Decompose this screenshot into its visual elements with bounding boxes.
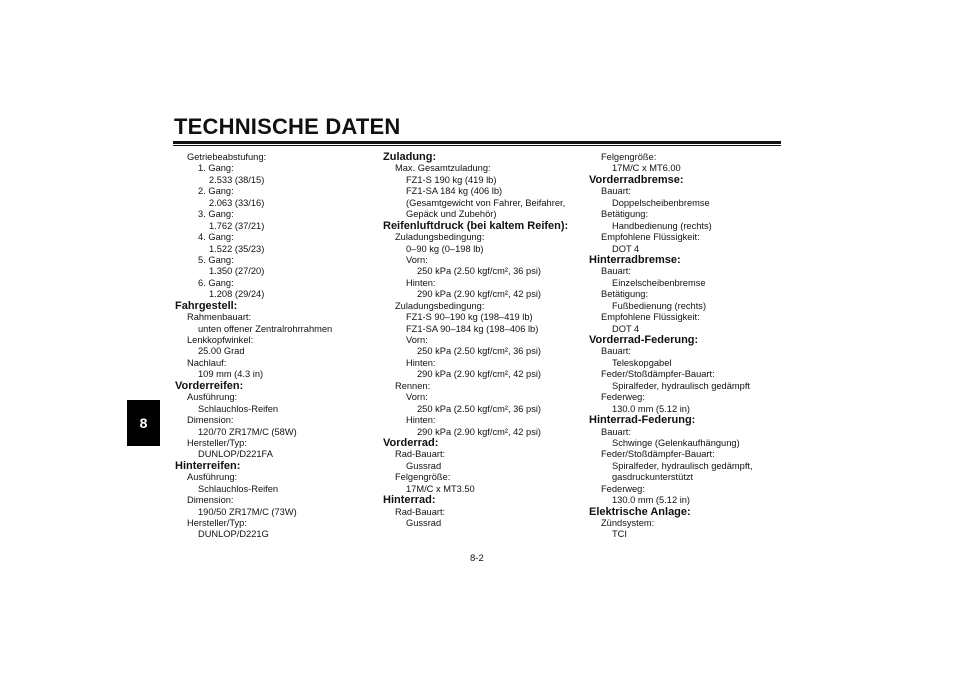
spec-value: 1.208 (29/24) bbox=[209, 289, 265, 300]
spec-label: Feder/Stoßdämpfer-Bauart: bbox=[601, 449, 715, 460]
spec-value: 6. Gang: bbox=[198, 277, 234, 288]
spec-label: Nachlauf: bbox=[187, 357, 227, 368]
spec-value: 290 kPa (2.90 kgf/cm², 42 psi) bbox=[417, 289, 542, 300]
spec-value: 2.063 (33/16) bbox=[209, 197, 265, 208]
spec-value: TCI bbox=[612, 529, 627, 540]
spec-value: 109 mm (4.3 in) bbox=[198, 369, 264, 380]
spec-value: DUNLOP/D221G bbox=[198, 529, 269, 540]
spec-value: Vorn: bbox=[406, 254, 428, 265]
spec-value: DOT 4 bbox=[612, 323, 640, 334]
spec-value: gasdruckunterstützt bbox=[612, 472, 694, 483]
spec-label: Zuladungsbedingung: bbox=[395, 232, 485, 243]
spec-label: Empfohlene Flüssigkeit: bbox=[601, 232, 700, 243]
spec-value: Gussrad bbox=[406, 518, 442, 528]
spec-label: Max. Gesamtzuladung: bbox=[395, 163, 491, 174]
spec-label: Ausführung: bbox=[187, 472, 238, 483]
spec-value: 130.0 mm (5.12 in) bbox=[612, 403, 691, 414]
spec-value: Schlauchlos-Reifen bbox=[198, 403, 279, 414]
spec-value: 250 kPa (2.50 kgf/cm², 36 psi) bbox=[417, 403, 542, 414]
spec-value: Teleskopgabel bbox=[612, 357, 672, 368]
spec-value: 3. Gang: bbox=[198, 209, 234, 220]
title-rule-thick bbox=[173, 141, 781, 144]
spec-value: Vorn: bbox=[406, 335, 428, 345]
section-heading: Zuladung: bbox=[383, 151, 437, 163]
spec-label: Federweg: bbox=[601, 483, 645, 494]
spec-label: Felgengröße: bbox=[395, 472, 451, 483]
spec-value: 120/70 ZR17M/C (58W) bbox=[198, 426, 297, 437]
spec-label: Rahmenbauart: bbox=[187, 312, 252, 323]
spec-value: Hinten: bbox=[406, 415, 436, 426]
section-heading: Fahrgestell: bbox=[175, 299, 238, 312]
spec-value: Gepäck und Zubehör) bbox=[406, 209, 497, 220]
section-heading: Hinterreifen: bbox=[175, 459, 241, 472]
spec-value: Einzelscheibenbremse bbox=[612, 277, 706, 288]
spec-label: Lenkkopfwinkel: bbox=[187, 335, 254, 345]
spec-value: Hinten: bbox=[406, 277, 436, 288]
spec-value: Spiralfeder, hydraulisch gedämpft, bbox=[612, 460, 753, 471]
section-heading: Hinterradbremse: bbox=[589, 253, 681, 266]
spec-label: Feder/Stoßdämpfer-Bauart: bbox=[601, 369, 715, 380]
section-heading: Elektrische Anlage: bbox=[589, 505, 691, 518]
spec-value: Gussrad bbox=[406, 460, 442, 471]
spec-label: Bauart: bbox=[601, 266, 631, 277]
spec-value: 0–90 kg (0–198 lb) bbox=[406, 243, 484, 254]
spec-label: Getriebeabstufung: bbox=[187, 152, 267, 162]
spec-value: 4. Gang: bbox=[198, 232, 234, 243]
spec-value: 1.762 (37/21) bbox=[209, 220, 265, 231]
spec-value: DUNLOP/D221FA bbox=[198, 449, 273, 460]
spec-value: 25.00 Grad bbox=[198, 346, 245, 357]
spec-value: DOT 4 bbox=[612, 243, 640, 254]
spec-value: Handbedienung (rechts) bbox=[612, 220, 712, 231]
spec-label: Rad-Bauart: bbox=[395, 449, 446, 460]
spec-value: FZ1-S 90–190 kg (198–419 lb) bbox=[406, 312, 533, 323]
spec-label: Dimension: bbox=[187, 495, 234, 506]
spec-label: Bauart: bbox=[601, 346, 631, 357]
spec-value: 290 kPa (2.90 kgf/cm², 42 psi) bbox=[417, 426, 542, 437]
title-rule-thin bbox=[173, 145, 781, 146]
page-title: TECHNISCHE DATEN bbox=[174, 114, 401, 139]
page-number: 8-2 bbox=[470, 553, 484, 564]
spec-value: Spiralfeder, hydraulisch gedämpft bbox=[612, 380, 750, 391]
spec-label: Empfohlene Flüssigkeit: bbox=[601, 312, 700, 323]
spec-value: FZ1-S 190 kg (419 lb) bbox=[406, 174, 497, 185]
spec-label: Dimension: bbox=[187, 415, 234, 426]
spec-value: 1.350 (27/20) bbox=[209, 266, 265, 277]
spec-label: Bauart: bbox=[601, 426, 631, 437]
spec-value: 1.522 (35/23) bbox=[209, 243, 265, 254]
spec-value: 250 kPa (2.50 kgf/cm², 36 psi) bbox=[417, 266, 542, 277]
spec-label: Bauart: bbox=[601, 186, 631, 197]
spec-label: Federweg: bbox=[601, 392, 645, 403]
spec-value: (Gesamtgewicht von Fahrer, Beifahrer, bbox=[406, 197, 566, 208]
spec-label: Rennen: bbox=[395, 380, 431, 391]
spec-label: Hersteller/Typ: bbox=[187, 437, 247, 448]
spec-value: 250 kPa (2.50 kgf/cm², 36 psi) bbox=[417, 346, 542, 357]
spec-value: 17M/C x MT6.00 bbox=[612, 163, 681, 174]
spec-value: Schlauchlos-Reifen bbox=[198, 483, 279, 494]
spec-label: Hersteller/Typ: bbox=[187, 518, 247, 528]
section-heading: Vorderreifen: bbox=[175, 379, 244, 392]
section-heading: Vorderrad: bbox=[383, 436, 439, 449]
spec-value: 290 kPa (2.90 kgf/cm², 42 psi) bbox=[417, 369, 542, 380]
spec-label: Betätigung: bbox=[601, 289, 649, 300]
column-middle bbox=[383, 152, 568, 529]
spec-value: FZ1-SA 184 kg (406 lb) bbox=[406, 186, 503, 197]
section-heading: Hinterrad-Federung: bbox=[589, 414, 696, 427]
section-heading: Vorderradbremse: bbox=[589, 173, 684, 186]
spec-value: unten offener Zentralrohrrahmen bbox=[198, 323, 333, 334]
spec-value: Schwinge (Gelenkaufhängung) bbox=[612, 437, 740, 448]
spec-label: Zündsystem: bbox=[601, 518, 655, 528]
spec-value: 17M/C x MT3.50 bbox=[406, 483, 475, 494]
spec-value: 2. Gang: bbox=[198, 186, 234, 197]
spec-label: Felgengröße: bbox=[601, 152, 657, 162]
spec-value: 2.533 (38/15) bbox=[209, 174, 265, 185]
chapter-tab: 8 bbox=[127, 400, 160, 446]
spec-value: 1. Gang: bbox=[198, 163, 234, 174]
spec-value: Vorn: bbox=[406, 392, 428, 403]
spec-label: Ausführung: bbox=[187, 392, 238, 403]
spec-value: 5. Gang: bbox=[198, 254, 234, 265]
spec-label: Zuladungsbedingung: bbox=[395, 300, 485, 311]
spec-value: 190/50 ZR17M/C (73W) bbox=[198, 506, 297, 517]
spec-value: Doppelscheibenbremse bbox=[612, 197, 710, 208]
column-left bbox=[175, 152, 333, 541]
section-heading: Hinterrad: bbox=[383, 494, 436, 507]
section-heading: Vorderrad-Federung: bbox=[589, 334, 699, 346]
column-right bbox=[589, 152, 753, 541]
spec-label: Rad-Bauart: bbox=[395, 506, 446, 517]
spec-value: Hinten: bbox=[406, 357, 436, 368]
spec-value: 130.0 mm (5.12 in) bbox=[612, 495, 691, 506]
spec-value: FZ1-SA 90–184 kg (198–406 lb) bbox=[406, 323, 539, 334]
spec-value: Fußbedienung (rechts) bbox=[612, 300, 707, 311]
section-heading: Reifenluftdruck (bei kaltem Reifen): bbox=[383, 219, 569, 232]
spec-label: Betätigung: bbox=[601, 209, 649, 220]
